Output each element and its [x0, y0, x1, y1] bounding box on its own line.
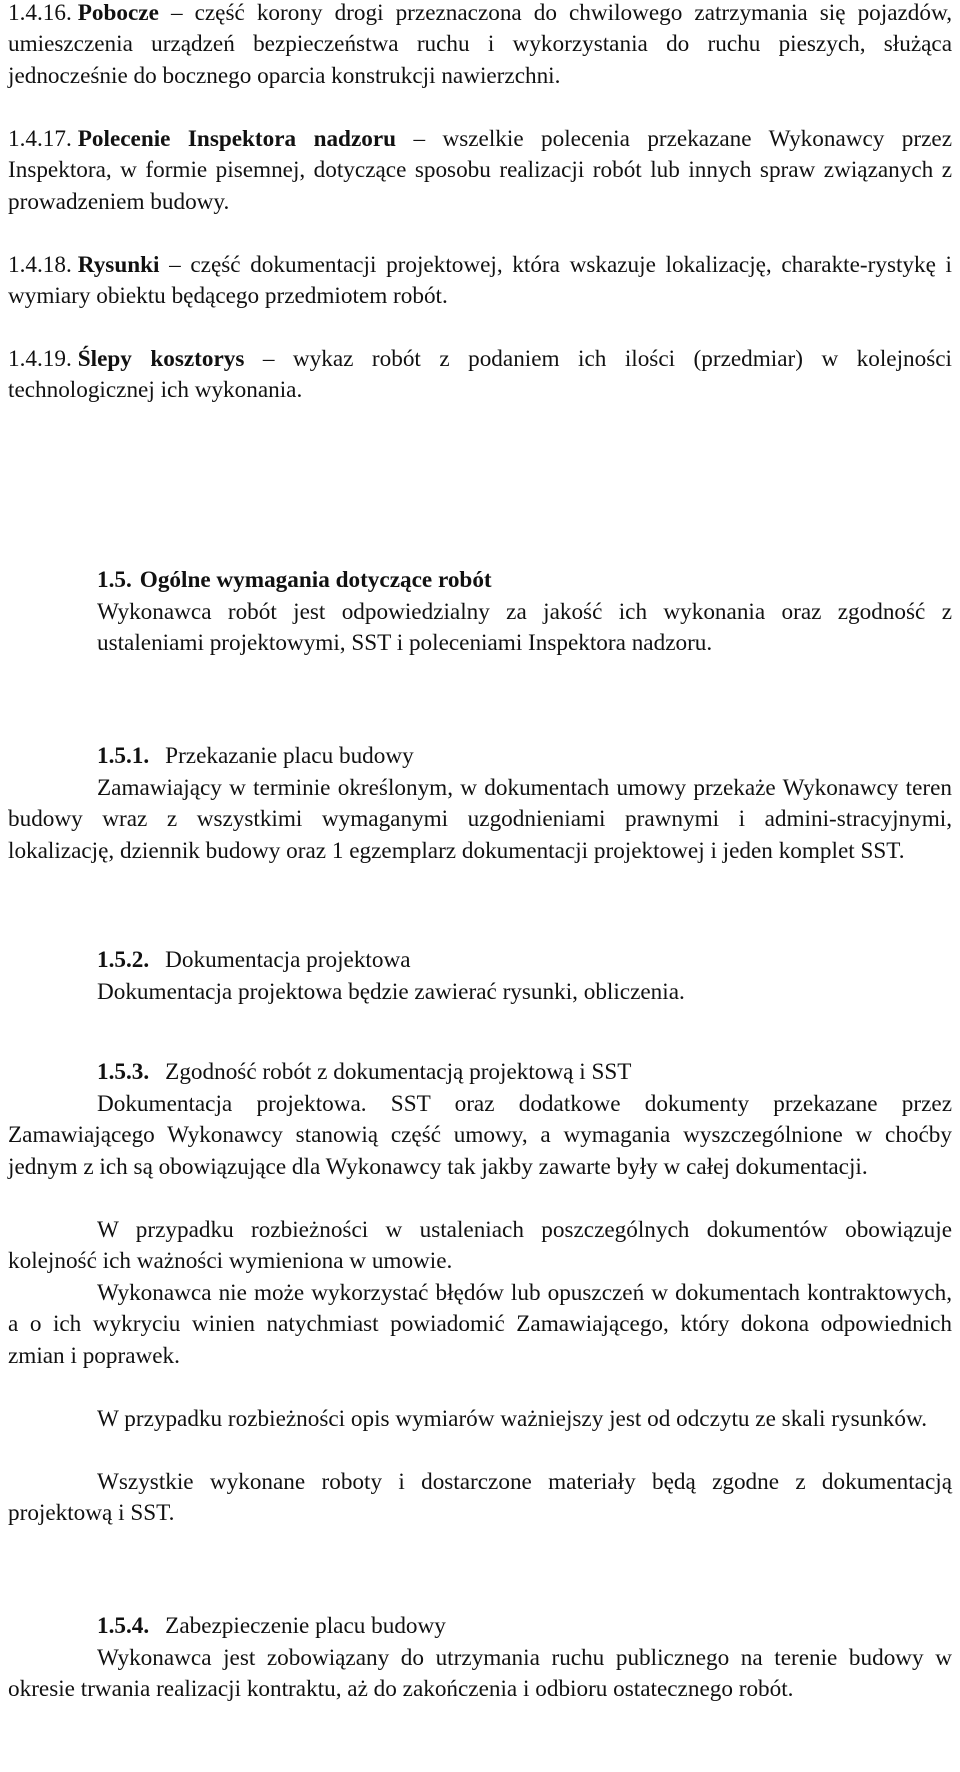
- definition-term: Ślepy kosztorys: [77, 346, 245, 372]
- subsection-title: Dokumentacja projektowa: [165, 947, 411, 973]
- subsection-1-5-4-paragraph: Wykonawca jest zobowiązany do utrzymania ruchu publicznego na terenie budowy w okresie trwania realizacji kontraktu, aż do zakończenia i odbioru ostatecznego robót.: [8, 1645, 952, 1703]
- subsection-title: Przekazanie placu budowy: [165, 743, 414, 769]
- subsection-heading-1-5-2: [97, 945, 411, 976]
- subsection-title: Zabezpieczenie placu budowy: [165, 1613, 446, 1639]
- section-title: Ogólne wymagania dotyczące robót: [139, 567, 492, 593]
- subsection-1-5-3-paragraph-3: Wykonawca nie może wykorzystać błędów lub opuszczeń w dokumentach kontraktowych, a o ich wykryciu winien natychmiast powiadomić Zamawiającego, który dokona odpowiednich zmian i poprawek.: [8, 1280, 952, 1369]
- definition-number: 1.4.19.: [8, 346, 72, 372]
- definition-number: 1.4.16.: [8, 0, 72, 26]
- subsection-1-5-1-paragraph: Zamawiający w terminie określonym, w dokumentach umowy przekaże Wykonawcy teren budowy wraz z wszystkimi wymaganymi uzgodnieniami prawnymi i admini-stracyjnymi, lokalizację, dziennik budowy oraz 1 egzemplarz dokumentacji projektowej i jeden komplet SST.: [8, 775, 952, 864]
- definition-1-4-19: [8, 344, 952, 407]
- subsection-number: 1.5.2.: [97, 947, 150, 973]
- definition-text: – część dokumentacji projektowej, która wskazuje lokalizację, charakte-rystykę i wymiary obiektu będącego przedmiotem robót.: [8, 252, 952, 310]
- subsection-1-5-3-paragraph-4: W przypadku rozbieżności opis wymiarów ważniejszy jest od odczytu ze skali rysunków.: [97, 1406, 928, 1432]
- subsection-1-5-3-paragraph-5: Wszystkie wykonane roboty i dostarczone materiały będą zgodne z dokumentacją projektową i SST.: [8, 1469, 952, 1527]
- subsection-heading-1-5-3: [97, 1057, 631, 1088]
- definition-text: – wszelkie polecenia przekazane Wykonawcy przez Inspektora, w formie pisemnej, dotyczące sposobu realizacji robót lub innych spraw związanych z prowadzeniem budowy.: [8, 126, 952, 215]
- definition-term: Polecenie Inspektora nadzoru: [77, 126, 397, 152]
- subsection-1-5-2-paragraph: Dokumentacja projektowa będzie zawierać rysunki, obliczenia.: [97, 979, 685, 1005]
- subsection-1-5-3-paragraph-2: W przypadku rozbieżności w ustaleniach poszczególnych dokumentów obowiązuje kolejność ich ważności wymieniona w umowie.: [8, 1217, 952, 1275]
- definition-term: Rysunki: [77, 252, 160, 278]
- subsection-title: Zgodność robót z dokumentacją projektową i SST: [165, 1059, 632, 1085]
- subsection-number: 1.5.4.: [97, 1613, 150, 1639]
- subsection-1-5-3-paragraph-1: Dokumentacja projektowa. SST oraz dodatkowe dokumenty przekazane przez Zamawiającego Wykonawcy stanowią część umowy, a wymagania wyszczególnione w choćby jednym z ich są obowiązujące dla Wykonawcy tak jakby zawarte były w całej dokumentacji.: [8, 1091, 952, 1180]
- definition-number: 1.4.18.: [8, 252, 72, 278]
- section-heading-1-5: [97, 565, 492, 596]
- subsection-heading-1-5-1: [97, 741, 414, 772]
- subsection-number: 1.5.1.: [97, 743, 150, 769]
- definition-text: – część korony drogi przeznaczona do chwilowego zatrzymania się pojazdów, umieszczenia urządzeń bezpieczeństwa ruchu i wykorzystania do ruchu pieszych, służąca jednocześnie do bocznego oparcia konstrukcji nawierzchni.: [8, 0, 952, 89]
- definition-number: 1.4.17.: [8, 126, 72, 152]
- definition-term: Pobocze: [77, 0, 159, 26]
- definition-1-4-18: [8, 250, 952, 313]
- section-1-5-paragraph: Wykonawca robót jest odpowiedzialny za jakość ich wykonania oraz zgodność z ustaleniami projektowymi, SST i poleceniami Inspektora nadzoru.: [97, 599, 952, 657]
- definition-1-4-17: [8, 124, 952, 218]
- definition-1-4-16: [8, 0, 952, 92]
- definition-text: – wykaz robót z podaniem ich ilości (przedmiar) w kolejności technologicznej ich wykonania.: [8, 346, 952, 404]
- subsection-heading-1-5-4: [97, 1611, 446, 1642]
- section-number: 1.5.: [97, 567, 132, 593]
- subsection-number: 1.5.3.: [97, 1059, 150, 1085]
